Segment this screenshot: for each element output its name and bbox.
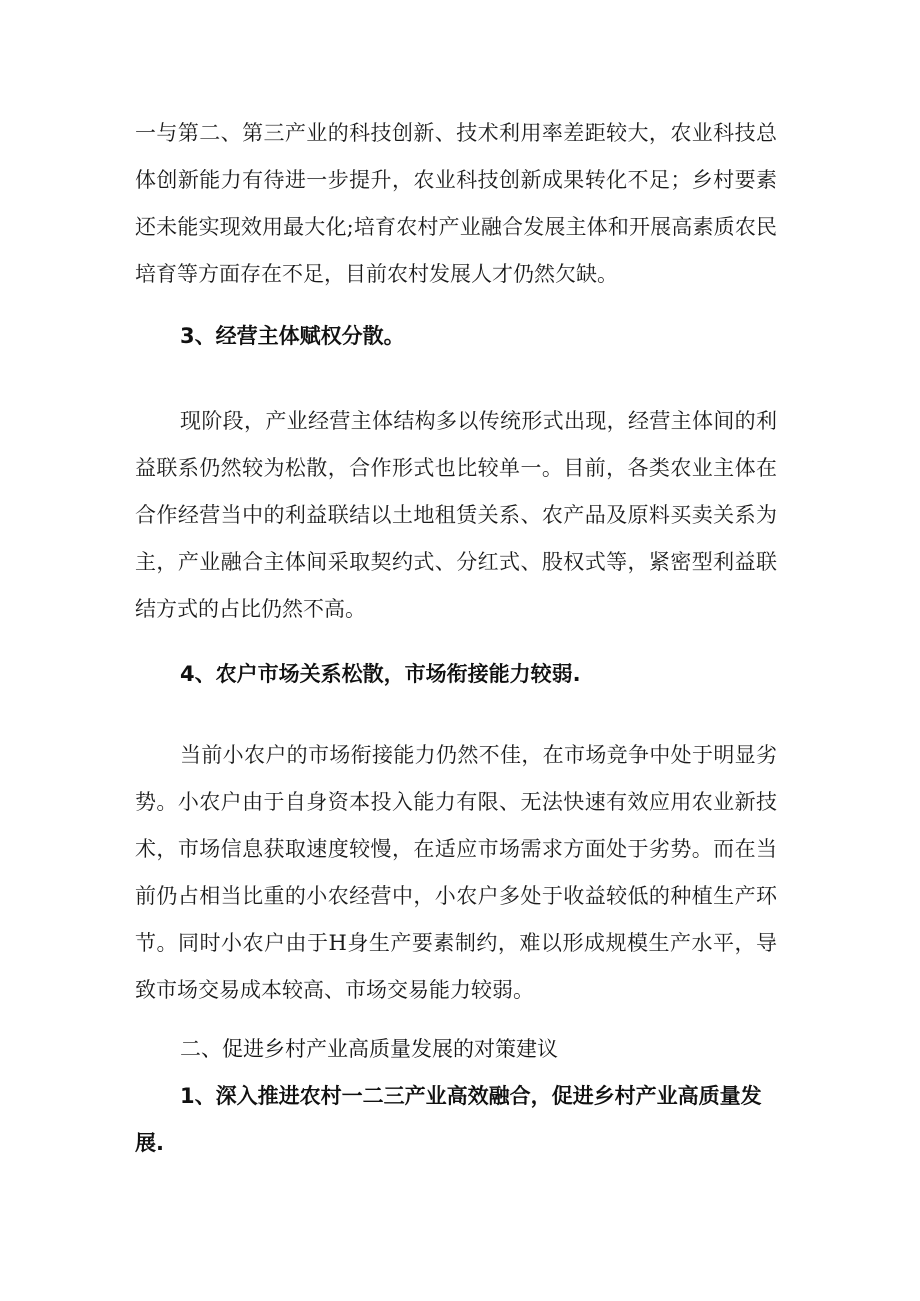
paragraph-smallholders: 当前小农户的市场衔接能力仍然不佳，在市场竞争中处于明显劣势。小农户由于自身资本投入能力有限、无法快速有效应用农业新技术，市场信息获取速度较慢，在适应市场需求方面处于劣势。而在当前仍占相当比重的小农经营中，小农户多处于收益较低的种植生产环节。同时小农户由于H身生产要素制约，难以形成规模生产水平，导致市场交易成本较高、市场交易能力较弱。 bbox=[135, 743, 777, 1002]
heading-section-two: 二、促进乡村产业高质量发展的对策建议 bbox=[180, 1037, 558, 1061]
heading-operating-subjects: 3、经营主体赋权分散。 bbox=[180, 324, 405, 348]
heading-market-relations: 4、农户市场关系松散，市场衔接能力较弱. bbox=[180, 662, 581, 686]
paragraph-operating-subjects: 现阶段，产业经营主体结构多以传统形式出现，经营主体间的利益联系仍然较为松散，合作形式也比较单一。目前，各类农业主体在合作经营当中的利益联结以土地租赁关系、农产品及原料买卖关系为主，产业融合主体间采取契约式、分红式、股权式等，紧密型利益联结方式的占比仍然不高。 bbox=[135, 409, 777, 621]
paragraph-tech-innovation: 一与第二、第三产业的科技创新、技术利用率差距较大，农业科技总体创新能力有待进一步提升，农业科技创新成果转化不足；乡村要素还未能实现效用最大化;培育农村产业融合发展主体和开展高素质农民培育等方面存在不足，目前农村发展人才仍然欠缺。 bbox=[135, 121, 777, 286]
heading-integration: 1、深入推进农村一二三产业高效融合，促进乡村产业高质量发展. bbox=[135, 1084, 762, 1155]
